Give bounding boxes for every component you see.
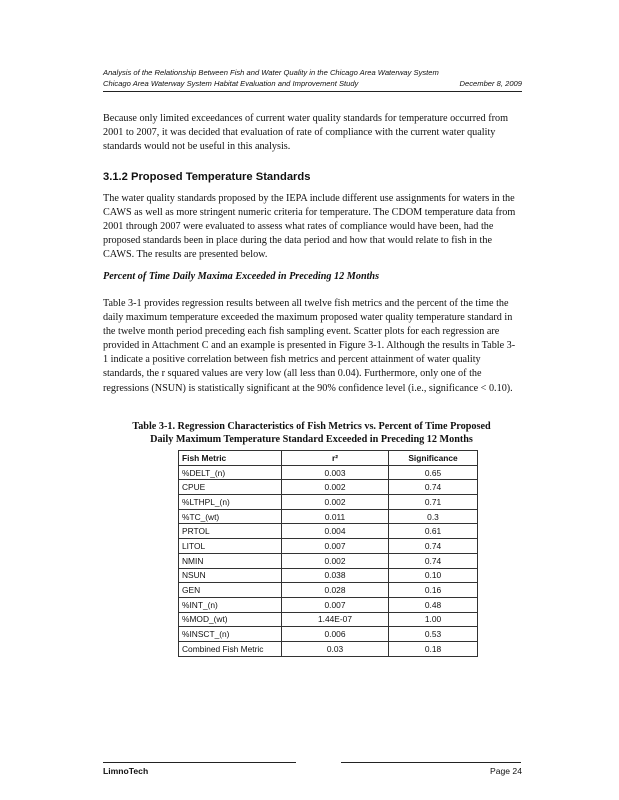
footer-rule-right [341,762,521,763]
cell-significance: 0.74 [389,539,478,554]
cell-significance: 0.10 [389,568,478,583]
cell-significance: 1.00 [389,612,478,627]
cell-metric: %DELT_(n) [179,465,282,480]
cell-significance: 0.74 [389,553,478,568]
cell-metric: LITOL [179,539,282,554]
cell-r-squared: 0.03 [282,641,389,656]
cell-metric: CPUE [179,480,282,495]
footer-rule-left [103,762,296,763]
cell-metric: NSUN [179,568,282,583]
subsection-heading: Percent of Time Daily Maxima Exceeded in Preceding 12 Months [103,271,380,282]
running-header-study: Chicago Area Waterway System Habitat Evaluation and Improvement Study [103,79,359,88]
running-header-date: December 8, 2009 [459,79,522,88]
cell-significance: 0.71 [389,495,478,510]
cell-r-squared: 0.028 [282,583,389,598]
cell-significance: 0.53 [389,627,478,642]
cell-r-squared: 0.038 [282,568,389,583]
table-row [179,480,478,495]
cell-r-squared: 1.44E-07 [282,612,389,627]
cell-metric: Combined Fish Metric [179,641,282,656]
section-heading: 3.1.2 Proposed Temperature Standards [103,171,311,183]
cell-significance: 0.48 [389,597,478,612]
regression-table [178,450,478,657]
footer-page-number: Page 24 [489,766,522,776]
column-header-fish-metric: Fish Metric [179,451,282,466]
cell-r-squared: 0.002 [282,553,389,568]
table-row [179,568,478,583]
paragraph-regression: Table 3-1 provides regression results between all twelve fish metrics and the percent of the time the daily maximum temperature exceeded the maximum proposed water quality temperature standard in the twelve month period preceding each fish sampling event. Scatter plots for each regression are provided in Attachment C and an example is presented in Figure 3-1. Although the results in Table 3-1 indicate a positive correlation between fish metrics and percent attainment of water quality standards, the r squared values are very low (all less than 0.04). Furthermore, only one of the regressions (NSUN) is statistically significant at the 90% confidence level (i.e., significance < 0.10). [103,298,516,394]
table-row [179,509,478,524]
table-row [179,612,478,627]
cell-significance: 0.18 [389,641,478,656]
column-header-r-squared: r² [282,451,389,466]
running-header-line2 [103,79,522,88]
cell-metric: GEN [179,583,282,598]
table-caption-line1: Table 3-1. Regression Characteristics of Fish Metrics vs. Percent of Time Proposed [132,421,491,432]
table-row [179,539,478,554]
cell-r-squared: 0.006 [282,627,389,642]
cell-r-squared: 0.007 [282,597,389,612]
cell-metric: %TC_(wt) [179,509,282,524]
cell-metric: %LTHPL_(n) [179,495,282,510]
cell-r-squared: 0.002 [282,480,389,495]
column-header-significance: Significance [389,451,478,466]
table-row [179,495,478,510]
table-row [179,553,478,568]
cell-significance: 0.3 [389,509,478,524]
cell-significance: 0.61 [389,524,478,539]
table-row [179,524,478,539]
table-row [179,641,478,656]
cell-significance: 0.65 [389,465,478,480]
table-row [179,583,478,598]
cell-metric: %MOD_(wt) [179,612,282,627]
cell-metric: NMIN [179,553,282,568]
table-row [179,627,478,642]
cell-significance: 0.16 [389,583,478,598]
cell-metric: PRTOL [179,524,282,539]
header-rule [103,91,522,92]
cell-metric: %INSCT_(n) [179,627,282,642]
table-row [179,597,478,612]
cell-r-squared: 0.004 [282,524,389,539]
cell-r-squared: 0.003 [282,465,389,480]
paragraph-standards: The water quality standards proposed by the IEPA include different use assignments for waters in the CAWS as well as more stringent numeric criteria for temperature. The CDOM temperature data from 2001 through 2007 were evaluated to assess what rates of compliance would have been, had the proposed standards been in place during the data period and how that would relate to fish in the CAWS. The results are presented below. [103,193,516,261]
table-caption [103,420,520,446]
table-caption-line2: Daily Maximum Temperature Standard Exceeded in Preceding 12 Months [150,434,473,445]
footer-company: LimnoTech [103,766,149,776]
cell-r-squared: 0.011 [282,509,389,524]
running-header-title: Analysis of the Relationship Between Fish and Water Quality in the Chicago Area Waterway System [103,68,439,77]
cell-r-squared: 0.002 [282,495,389,510]
cell-r-squared: 0.007 [282,539,389,554]
table-row [179,465,478,480]
table-header-row [179,451,478,466]
paragraph-intro: Because only limited exceedances of current water quality standards for temperature occurred from 2001 to 2007, it was decided that evaluation of rate of compliance with the current water quality standards would not be useful in this analysis. [103,113,509,153]
cell-significance: 0.74 [389,480,478,495]
cell-metric: %INT_(n) [179,597,282,612]
